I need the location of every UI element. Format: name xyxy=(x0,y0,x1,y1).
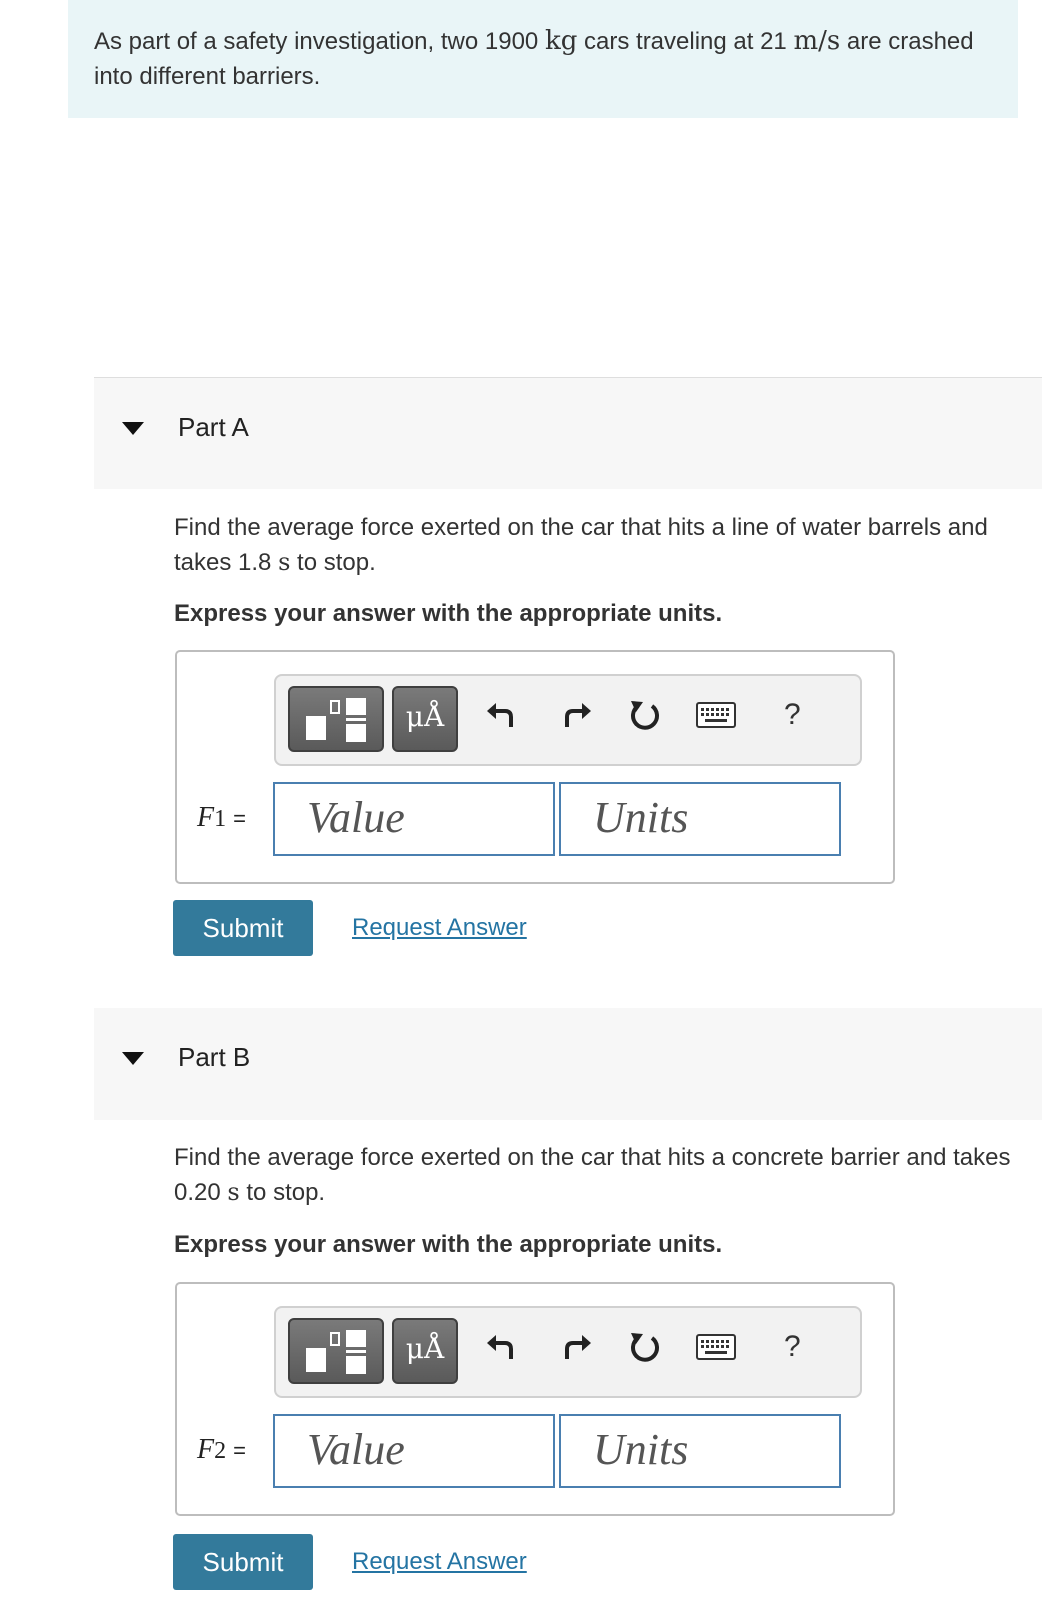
keyboard-icon[interactable] xyxy=(696,1334,736,1360)
part-a-instruction: Express your answer with the appropriate units. xyxy=(174,600,723,627)
speed-unit: m/s xyxy=(793,26,841,56)
help-icon[interactable]: ? xyxy=(784,698,801,731)
math-toolbar xyxy=(274,1306,862,1398)
reset-icon[interactable] xyxy=(626,1330,664,1368)
units-button[interactable] xyxy=(392,686,458,752)
units-button[interactable] xyxy=(392,1318,458,1384)
part-a-header[interactable] xyxy=(94,377,1042,489)
question-text: Find the average force exerted on the car that hits a concrete barrier and takes 0.20 xyxy=(174,1144,1011,1206)
templates-button[interactable] xyxy=(288,1318,384,1384)
part-a-answer-box xyxy=(175,650,895,884)
request-answer-link[interactable]: Request Answer xyxy=(352,914,527,941)
question-text-end: to stop. xyxy=(239,1179,326,1206)
variable-label xyxy=(197,802,246,834)
undo-icon[interactable] xyxy=(484,698,518,732)
math-toolbar xyxy=(274,674,862,766)
time-unit: s xyxy=(227,1178,240,1206)
intro-text-2: cars traveling at 21 xyxy=(577,28,794,55)
part-b-header[interactable] xyxy=(94,1008,1042,1120)
value-input[interactable]: Value xyxy=(273,782,555,856)
problem-intro xyxy=(68,0,1018,118)
reset-icon[interactable] xyxy=(626,698,664,736)
mass-unit: kg xyxy=(544,26,578,56)
variable-name: F xyxy=(197,802,215,833)
intro-text-3: are crashed into different barriers. xyxy=(94,28,974,90)
units-mu-icon: μÅ xyxy=(405,1332,445,1365)
question-text: Find the average force exerted on the car that hits a line of water barrels and takes 1.8 xyxy=(174,514,988,576)
templates-button[interactable] xyxy=(288,686,384,752)
redo-icon[interactable] xyxy=(560,698,594,732)
part-a-title: Part A xyxy=(178,412,249,442)
units-input[interactable]: Units xyxy=(559,782,841,856)
redo-icon[interactable] xyxy=(560,1330,594,1364)
variable-name: F xyxy=(197,1434,215,1465)
units-input[interactable]: Units xyxy=(559,1414,841,1488)
variable-subscript: 2 xyxy=(214,1438,227,1464)
submit-button[interactable]: Submit xyxy=(173,900,313,956)
submit-button[interactable]: Submit xyxy=(173,1534,313,1590)
collapse-caret-icon[interactable] xyxy=(122,422,144,435)
variable-subscript: 1 xyxy=(214,806,227,832)
part-b-instruction: Express your answer with the appropriate units. xyxy=(174,1231,723,1258)
keyboard-icon[interactable] xyxy=(696,702,736,728)
value-input[interactable]: Value xyxy=(273,1414,555,1488)
equals-sign: = xyxy=(233,806,246,831)
undo-icon[interactable] xyxy=(484,1330,518,1364)
part-b-question xyxy=(174,1140,1014,1210)
request-answer-link[interactable]: Request Answer xyxy=(352,1548,527,1575)
collapse-caret-icon[interactable] xyxy=(122,1052,144,1065)
variable-label xyxy=(197,1434,246,1466)
units-mu-icon: μÅ xyxy=(405,700,445,733)
question-text-end: to stop. xyxy=(290,549,376,576)
part-a-question xyxy=(174,510,1014,580)
part-b-title: Part B xyxy=(178,1042,251,1072)
equals-sign: = xyxy=(233,1438,246,1463)
help-icon[interactable]: ? xyxy=(784,1330,801,1363)
time-unit: s xyxy=(278,548,291,576)
part-b-answer-box xyxy=(175,1282,895,1516)
intro-text-1: As part of a safety investigation, two 1900 xyxy=(94,28,545,55)
